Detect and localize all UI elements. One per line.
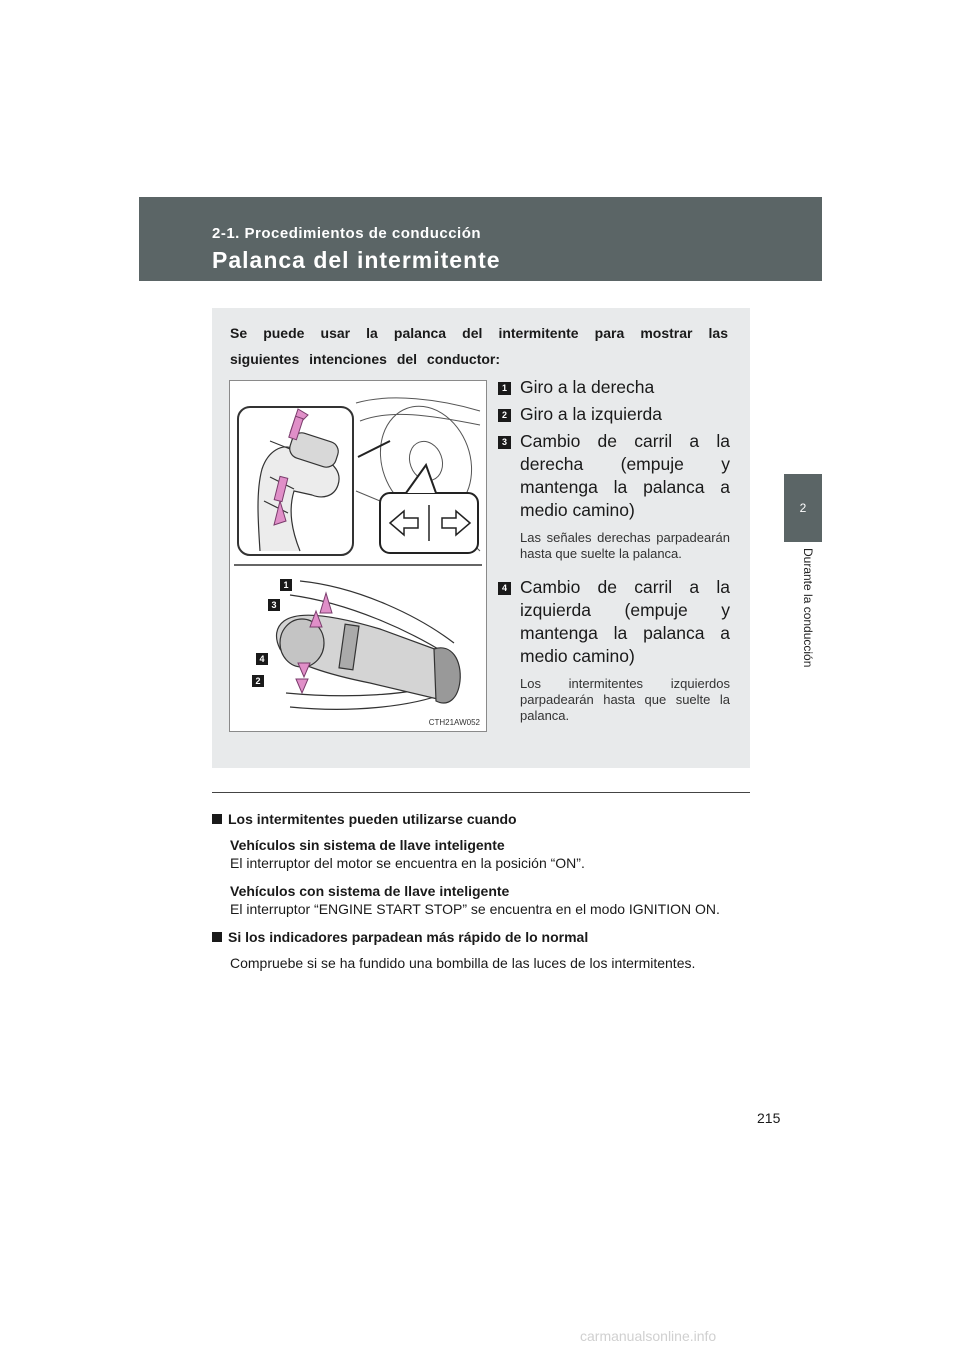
list-item (498, 430, 730, 562)
item-number-badge: 1 (498, 382, 511, 395)
callout-3: 3 (268, 599, 280, 611)
item-text: Cambio de carril a la izquierda (empuje y mantenga la palanca a medio camino) (520, 577, 730, 666)
item-number-badge: 3 (498, 436, 511, 449)
page-title: Palanca del intermitente (212, 247, 501, 273)
block-text: El interruptor del motor se encuentra en la posición “ON”. (230, 855, 585, 871)
block-subheading: Vehículos sin sistema de llave inteligente (230, 837, 505, 853)
callout-1: 1 (280, 579, 292, 591)
block-text: Compruebe si se ha fundido una bombilla de las luces de los intermitentes. (230, 955, 696, 971)
action-list (498, 376, 730, 724)
section-heading: Si los indicadores parpadean más rápido de lo normal (212, 928, 750, 946)
item-text: Cambio de carril a la derecha (empuje y mantenga la palanca a medio camino) (520, 431, 730, 520)
item-number-badge: 2 (498, 409, 511, 422)
item-note: Los intermitentes izquierdos parpadearán hasta que suelte la palanca. (520, 676, 730, 723)
chapter-tab-label: Durante la conducción (801, 548, 815, 668)
square-bullet-icon (212, 932, 222, 942)
section-label: 2-1. Procedimientos de conducción (212, 225, 482, 242)
lever-illustration (230, 381, 486, 731)
page-number: 215 (757, 1110, 781, 1126)
item-number-badge: 4 (498, 582, 511, 595)
info-block (212, 836, 750, 872)
lever-down-arrow-icon (296, 663, 310, 693)
item-note: Las señales derechas parpadearán hasta que suelte la palanca. (520, 530, 730, 561)
lever-drawing (277, 581, 461, 709)
left-right-arrows-panel (380, 465, 478, 553)
info-section (212, 810, 750, 918)
watermark: carmanualsonline.info (580, 1328, 717, 1344)
chapter-header (139, 197, 822, 281)
list-item (498, 576, 730, 724)
info-sections (212, 810, 750, 982)
block-text: El interruptor “ENGINE START STOP” se encuentra en el modo IGNITION ON. (230, 901, 720, 917)
block-subheading: Vehículos con sistema de llave inteligente (230, 883, 510, 899)
section-heading: Los intermitentes pueden utilizarse cuando (212, 810, 750, 828)
callout-4: 4 (256, 653, 268, 665)
intro-text: Se puede usar la palanca del intermitente para mostrar las siguientes intenciones del conductor: (230, 325, 728, 367)
list-item (498, 376, 730, 399)
square-bullet-icon (212, 814, 222, 824)
section-divider (212, 792, 750, 793)
item-text: Giro a la izquierda (520, 404, 663, 424)
turn-signal-lever-figure (229, 380, 487, 732)
item-text: Giro a la derecha (520, 377, 655, 397)
list-item (498, 403, 730, 426)
figure-code: CTH21AW052 (428, 718, 480, 727)
info-block (212, 882, 750, 918)
info-section (212, 928, 750, 972)
chapter-tab: 2 (784, 474, 822, 542)
intro-box (212, 308, 750, 768)
callout-2: 2 (252, 675, 264, 687)
